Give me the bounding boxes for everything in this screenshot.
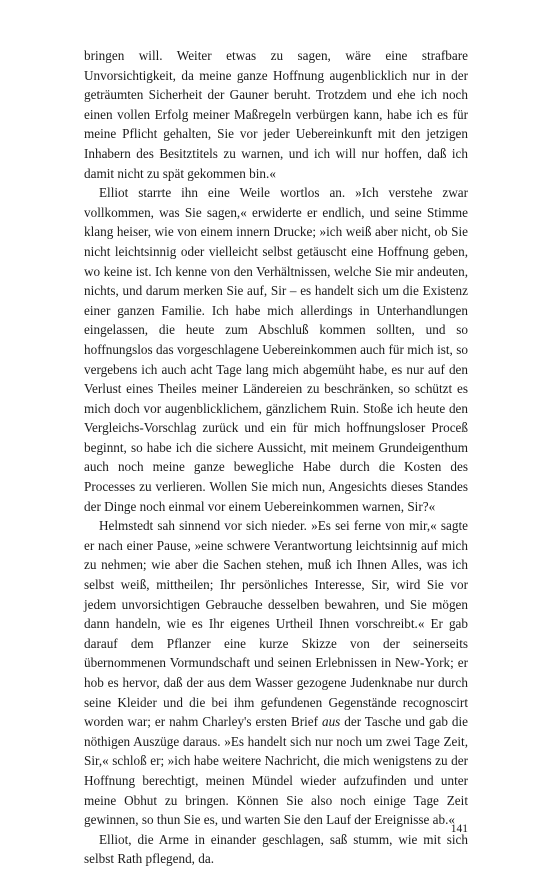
paragraph-2: Elliot starrte ihn eine Weile wortlos an. »Ich verstehe zwar vollkommen, was Sie sagen,« erwiderte er endlich, und seine Stimme klang heiser, wie von einem innern Drucke; »ich weiß aber nicht, ob Sie nicht leichtsinnig oder vielleicht selbst getäuscht eine Hoffnung geben, wo keine ist. Ich kenne von den Verhältnissen, welche Sie mir andeuten, nichts, und darum merken Sie auf, Sir – es handelt sich um die Existenz einer ganzen Familie. Ich habe mich allerdings in Unterhandlungen eingelassen, die heute zum Abschluß kommen sollten, und so hoffnungslos das vorgeschlagene Uebereinkommen auch für mich ist, so vergebens ich auch acht Tage lang mich abgemüht habe, es nur auf den Verlust eines Theiles meiner Ländereien zu beschränken, so schützt es mich doch vor augenblicklichem, gänzlichem Ruin. Stoße ich heute den Vergleichs-Vorschlag zurück und ein für mich hoffnungsloser Proceß beginnt, so habe ich die sichere Aussicht, mit meinem Grundeigenthum auch noch meine ganze bewegliche Habe durch die Kosten des Processes zu verlieren. Wollen Sie mich nun, Angesichts dieses Standes der Dinge noch einmal vor einem Uebereinkommen warnen, Sir?« <box>84 185 468 514</box>
page-body <box>84 46 468 869</box>
paragraph-3 <box>84 516 468 830</box>
page-number: 141 <box>450 823 468 835</box>
paragraph-3-emphasis: aus <box>321 714 341 730</box>
paragraph-3-after: der Tasche und gab die nöthigen Auszüge daraus. »Es handelt sich nur noch um zwei Tage Zeit, Sir,« schloß er; »ich habe weitere Nachricht, die mich wenigstens zu der Hoffnung berechtigt, meinen Mündel wieder aufzufinden und unter meine Obhut zu bringen. Können Sie also noch einige Tage Zeit gewinnen, so thun Sie es, und warten Sie den Lauf der Ereignisse ab.« <box>84 714 468 828</box>
paragraph-1: bringen will. Weiter etwas zu sagen, wäre eine strafbare Unvorsichtigkeit, da meine ganze Hoffnung augenblicklich nur in der geträumten Sicherheit der Gauner beruht. Trotzdem und ehe ich noch einen vollen Erfolg meiner Maßregeln verbürgen kann, habe ich es für meine Pflicht gehalten, Sie vor jeder Uebereinkunft mit den jetzigen Inhabern des Besitztitels zu warnen, und ich will nur hoffen, daß ich damit nicht zu spät gekommen bin.« <box>84 48 468 181</box>
paragraph-4: Elliot, die Arme in einander geschlagen, saß stumm, wie mit sich selbst Rath pflegend, da. <box>84 831 468 867</box>
paragraph-3-before: Helmstedt sah sinnend vor sich nieder. »Es sei ferne von mir,« sagte er nach einer Pause, »eine schwere Verantwortung leichtsinnig auf mich zu nehmen; wie aber die Sachen stehen, muß ich Ihnen Alles, was ich selbst weiß, mittheilen; Ihr persönliches Interesse, Sir, wird Sie vor jedem unvorsichtigen Gebrauche desselben bewahren, und Sie mögen dann handeln, wie es Ihr eigenes Urtheil Ihnen vorschreibt.« Er gab darauf dem Pflanzer eine kurze Skizze von der seinerseits übernommenen Vormundschaft und seinen Erlebnissen in New-York; er hob es hervor, daß der aus dem Wasser gezogene Judenknabe nur durch seine Kleider und die bei ihm gefundenen Gegenstände recognoscirt worden war; er nahm Charley's ersten Brief <box>84 518 468 730</box>
